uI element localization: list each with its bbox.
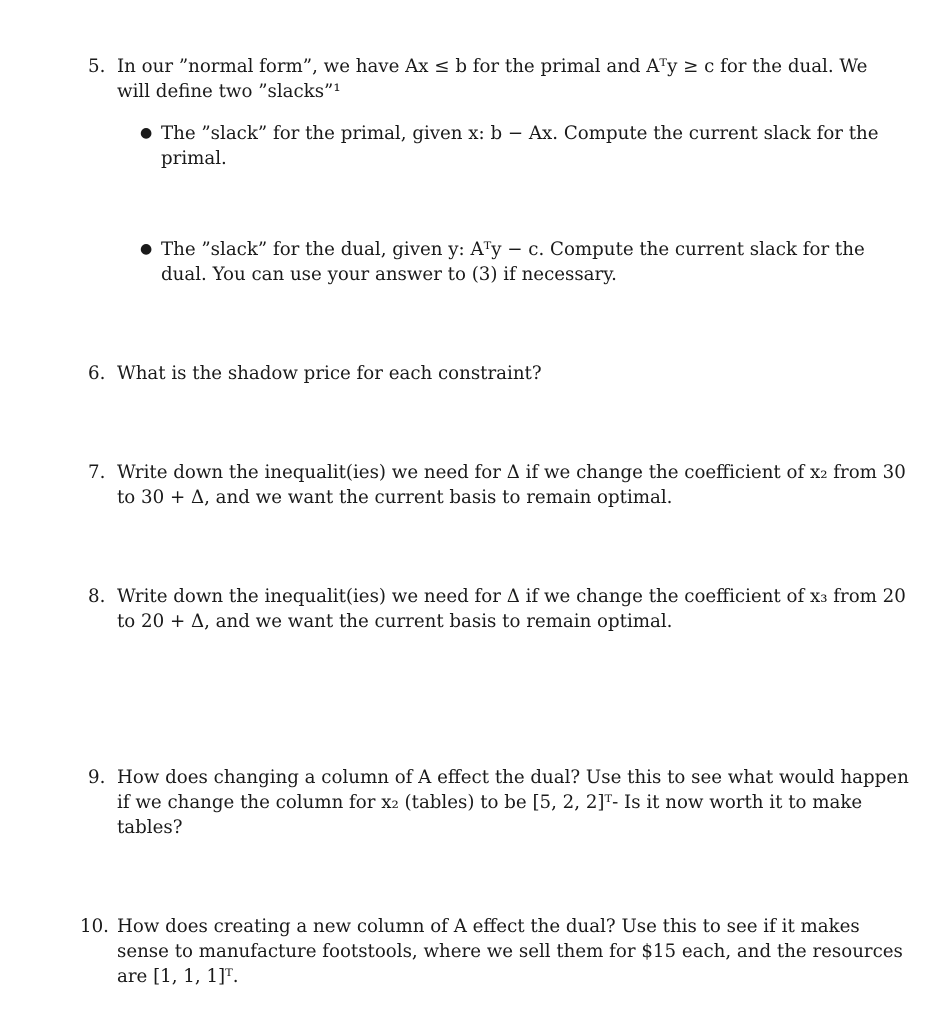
problem-number: 8. — [88, 586, 106, 607]
problem-text — [117, 460, 906, 510]
text-line: primal. — [161, 148, 227, 169]
text-line: tables? — [117, 817, 183, 838]
bullet-icon: ● — [140, 125, 153, 141]
bullet-text — [161, 237, 879, 287]
text-line: In our ”normal form”, we have Ax ≤ b for the primal and Aᵀy ≥ c for the dual. We — [117, 56, 868, 77]
text-line: Write down the inequalit(ies) we need for Δ if we change the coefficient of x₃ from 20 — [117, 586, 906, 607]
problem-text — [117, 584, 906, 634]
text-line: if we change the column for x₂ (tables) to be [5, 2, 2]ᵀ- Is it now worth it to make — [117, 792, 863, 813]
text-line: The ”slack” for the dual, given y: Aᵀy − c. Compute the current slack for the — [161, 239, 865, 260]
problem-number: 10. — [80, 916, 109, 937]
text-line: are [1, 1, 1]ᵀ. — [117, 966, 239, 987]
bullet-icon: ● — [140, 241, 153, 257]
problem-text — [117, 765, 909, 840]
problem-number: 7. — [88, 462, 106, 483]
text-line: to 30 + Δ, and we want the current basis to remain optimal. — [117, 487, 673, 508]
text-line: What is the shadow price for each constraint? — [117, 363, 542, 384]
text-line: to 20 + Δ, and we want the current basis to remain optimal. — [117, 611, 673, 632]
text-line: The ”slack” for the primal, given x: b − Ax. Compute the current slack for the — [161, 123, 879, 144]
problem-number: 5. — [88, 56, 106, 77]
text-line: Write down the inequalit(ies) we need for Δ if we change the coefficient of x₂ from 30 — [117, 462, 906, 483]
text-line: sense to manufacture footstools, where we sell them for $15 each, and the resources — [117, 941, 903, 962]
text-line: How does changing a column of A effect the dual? Use this to see what would happen — [117, 767, 909, 788]
problem-text — [117, 361, 876, 386]
text-line: will define two ”slacks”¹ — [117, 81, 341, 102]
text-line: dual. You can use your answer to (3) if necessary. — [161, 264, 617, 285]
text-line: How does creating a new column of A effect the dual? Use this to see if it makes — [117, 916, 860, 937]
problem-number: 6. — [88, 363, 106, 384]
problem-number: 9. — [88, 767, 106, 788]
problem-text — [117, 54, 876, 104]
bullet-text — [161, 121, 879, 171]
problem-text — [117, 914, 903, 989]
